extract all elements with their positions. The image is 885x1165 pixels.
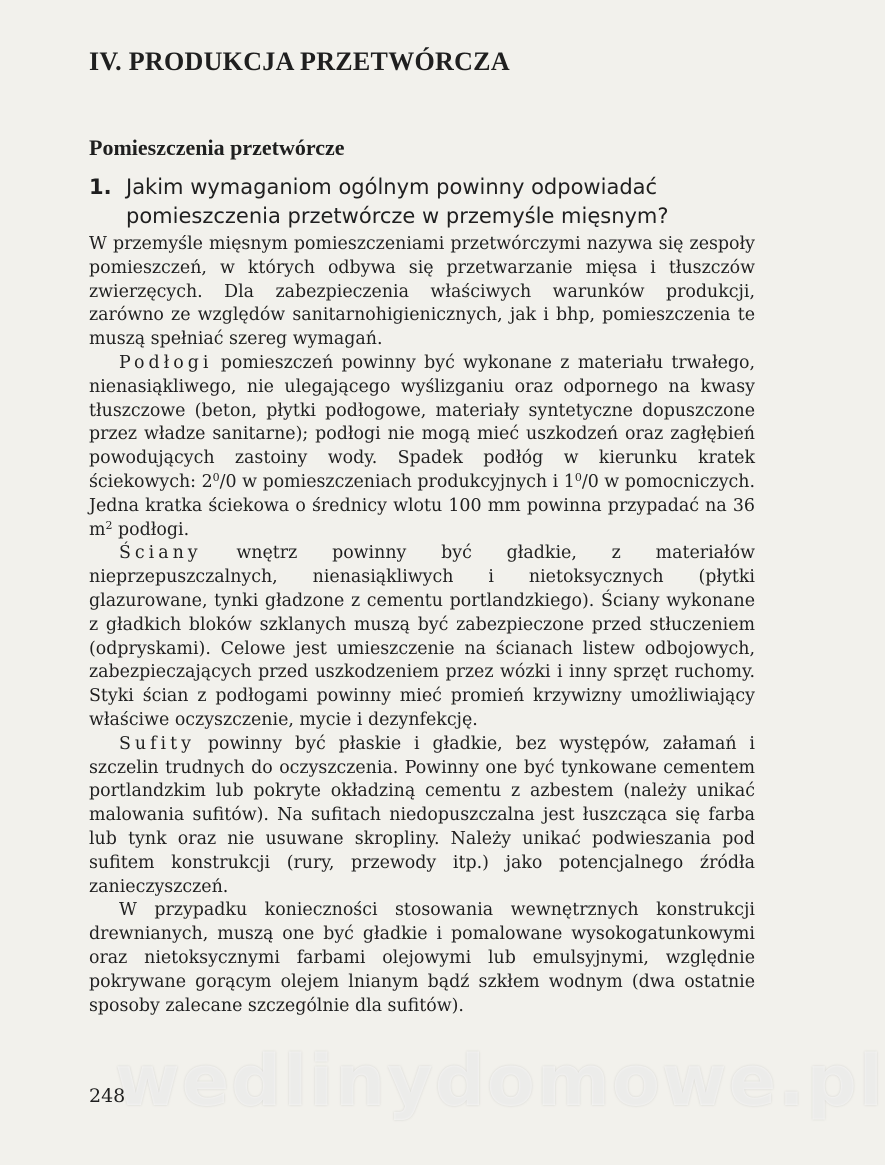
chapter-title: IV. PRODUKCJA PRZETWÓRCZA	[89, 47, 510, 76]
watermark: wedlinydomowe.pl	[115, 1040, 885, 1122]
term-floors: Podłogi	[119, 352, 213, 373]
paragraph-floors: Podłogi pomieszczeń powinny być wykonane z materiału trwałego, nienasiąkliwego, nie ulegającego wyślizganiu oraz odpornego na kwasy tłuszczowe (beton, płytki podłogowe, materiały syntetyczne dopuszczone przez władze sanitarne); podłogi nie mogą mieć uszkodzeń oraz zagłębień powodujących zastoiny wody. Spadek podłóg w kierunku kratek ściekowych: $2^0/0$ w pomieszczeniach produkcyjnych i $1^0/0$ w pomocniczych. Jedna kratka ściekowa o średnicy wlotu 100 mm powinna przypadać na 36 $m^2$ podłogi.	[89, 352, 755, 540]
question-number: 1.	[89, 175, 112, 199]
section-title: Pomieszczenia przetwórcze	[89, 135, 345, 160]
question	[89, 173, 729, 231]
page-number: 248	[89, 1085, 126, 1107]
paragraph-wooden-structures: W przypadku konieczności stosowania wewnętrznych konstrukcji drewnianych, muszą one być gładkie i pomalowane wysokogatunkowymi oraz nietoksycznymi farbami olejowymi lub emulsyjnymi, względnie pokrywane gorącym olejem lnianym bądź szkłem wodnym (dwa ostatnie sposoby zalecane szczególnie dla sufitów).	[89, 900, 755, 1016]
paragraph-walls: Ściany wnętrz powinny być gładkie, z materiałów nieprzepuszczalnych, nienasiąkliwych i nietoksycznych (płytki glazurowane, tynki gładzone z cementu portlandzkiego). Ściany wykonane z gładkich bloków szklanych muszą być zabezpieczone przed stłuczeniem (odpryskami). Celowe jest umieszczenie na ścianach listew odbojowych, zabezpieczających przed uszkodzeniem przez wózki i inny sprzęt ruchomy. Styki ścian z podłogami powinny mieć promień krzywizny umożliwiający właściwe oczyszczenie, mycie i dezynfekcję.	[89, 543, 755, 730]
question-text: Jakim wymaganiom ogólnym powinny odpowiadać pomieszczenia przetwórcze w przemyśle mięsnym?	[126, 175, 669, 228]
term-ceilings: Sufity	[119, 733, 195, 754]
term-walls: Ściany	[119, 543, 202, 564]
paragraph-intro: W przemyśle mięsnym pomieszczeniami przetwórczymi nazywa się zespoły pomieszczeń, w których odbywa się przetwarzanie mięsa i tłuszczów zwierzęcych. Dla zabezpieczenia właściwych warunków produkcji, zarówno ze względów sanitarnohigienicznych, jak i bhp, pomieszczenia te muszą spełniać szereg wymagań.	[89, 234, 755, 350]
body-text	[89, 233, 755, 1018]
paragraph-ceilings: Sufity powinny być płaskie i gładkie, bez występów, załamań i szczelin trudnych do oczyszczenia. Powinny one być tynkowane cementem portlandzkim lub pokryte okładziną cementu z azbestem (należy unikać malowania sufitów). Na sufitach niedopuszczalna jest łuszcząca się farba lub tynk oraz nie usuwane skropliny. Należy unikać podwieszania pod sufitem konstrukcji (rury, przewody itp.) jako potencjalnego źródła zanieczyszczeń.	[89, 733, 755, 897]
